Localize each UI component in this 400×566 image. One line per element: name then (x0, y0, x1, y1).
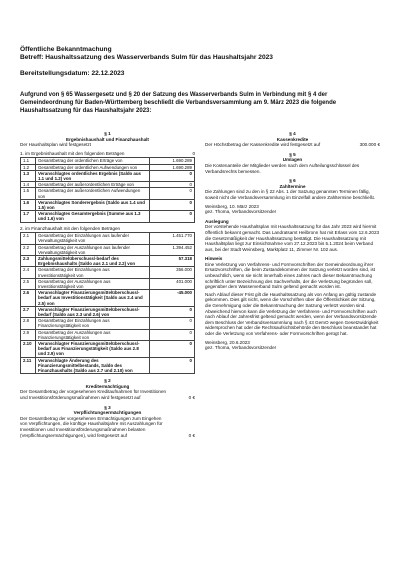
table-row (21, 188, 195, 199)
section-3-title: Verpflichtungsermächtigungen (73, 410, 142, 416)
section-1-heading (20, 131, 195, 142)
row-value: -45.000 (150, 290, 195, 307)
row-number: 2.1 (21, 233, 36, 244)
row-value: 356.000 (150, 267, 195, 278)
table-row (21, 318, 195, 329)
row-label: Gesamtbetrag der Einzahlungen aus laufender Verwaltungstätigkeit von (36, 233, 150, 244)
table-row (21, 341, 195, 358)
section-2-value: 0 € (188, 395, 195, 401)
row-label: Veranschlagter Finanzierungsmittelüberschuss/-bedarf aus Finanzierungstätigkeit (Saldo aus 2.8 und 2.9) von (36, 341, 150, 358)
section-2-title: Kreditermächtigung (85, 383, 130, 389)
table-row (21, 170, 195, 181)
section-3-body (20, 416, 195, 438)
row-value: 57.318 (150, 256, 195, 267)
table-row (21, 233, 195, 244)
section-6-title: Zahltermine (279, 183, 306, 189)
table-row (21, 290, 195, 307)
section-4-body (205, 142, 380, 148)
hint-text-1: Eine Verletzung von Verfahrens- und Formvorschriften der Gemeindeordnung ihrer Ersatzvorschriften, die beim Zustandekommen der Satzung verletzt worden sind, ist unbeachtlich, wenn sie nicht innerhalb eines Jahres nach dieser Bekanntmachung schriftlich unter Bezeichnung des Sachverhalts, der die Verletzung begründen soll, gegenüber dem Wasserverband Sulm geltend gemacht worden ist. (205, 261, 376, 290)
row-value: 0 (150, 211, 195, 222)
row-label: Zahlungsmittelüberschuss/-bedarf des Ergebnishaushalts (Saldo aus 2.1 und 2.2) von (36, 256, 150, 267)
row-value: 1.690.289 (150, 158, 195, 164)
section-4-heading (205, 131, 380, 142)
row-value: 0 (150, 341, 195, 358)
row-number: 1.4 (21, 182, 36, 188)
section-4-value: 300.000 € (359, 142, 380, 148)
row-number: 2.2 (21, 244, 36, 255)
results-budget-intro (20, 151, 195, 157)
row-label: Gesamtbetrag der Auszahlungen aus laufender Verwaltungstätigkeit von (36, 244, 150, 255)
section-2-heading (20, 378, 195, 389)
row-number: 1.6 (21, 199, 36, 210)
table-row (21, 278, 195, 289)
section-3-heading (20, 405, 195, 416)
row-label: Gesamtbetrag der Auszahlungen aus Finanzierungstätigkeit von (36, 329, 150, 340)
row-value: 0 (150, 306, 195, 317)
section-4-number: § 4 (289, 131, 296, 136)
signature-1-place: Weinsberg, 10. März 2023 (205, 203, 259, 209)
table-row (21, 267, 195, 278)
results-budget-label: 1. im Ergebnishaushalt mit den folgenden Beträgen (20, 150, 125, 156)
section-6-heading (205, 178, 380, 189)
row-number: 1.3 (21, 170, 36, 181)
section-2-body (20, 389, 195, 400)
signature-2-place: Weinsberg, 20.6.2023 (205, 339, 250, 345)
results-budget-table (20, 157, 195, 222)
left-column (20, 131, 195, 438)
table-row (21, 357, 195, 374)
section-1-title: Ergebnishaushalt und Finanzhaushalt (66, 136, 149, 142)
section-2-text: Der Gesamtbetrag der vorgesehenen Kreditaufnahmen für Investitionen und Investitionsförderungsmaßnahmen wird festgesetzt auf (20, 389, 167, 401)
row-number: 1.1 (21, 158, 36, 164)
section-3-value: 0 € (188, 432, 195, 438)
row-value: 0 (150, 188, 195, 199)
publication-date: Bereitstellungsdatum: 22.12.2023 (20, 70, 125, 77)
row-number: 2.6 (21, 290, 36, 307)
section-5-text: Die Kostenanteile der Mitglieder werden nach dem Aufteilungsschlüssel des Verbandsrechts bemessen. (205, 162, 360, 174)
section-2-number: § 2 (104, 378, 111, 384)
row-label: Gesamtbetrag der außerordentlichen Erträge von (36, 182, 150, 188)
table-row (21, 244, 195, 255)
results-budget-value: 0 (192, 150, 195, 156)
hint-text-2: Nach Ablauf dieser Frist gilt die Haushaltssatzung als von Anfang an gültig zustande gekommen. Dies gilt nicht, wenn die Vorschriften über die Öffentlichkeit der Sitzung, die Genehmigung oder die Bekanntmachung der Satzung verletzt worden sind. Abweichend hiervon kann die Verletzung der Verfahrens- und Formvorschriften auch nach Ablauf der Jahresfrist geltend gemacht werden, wenn der Verbandsvorsitzende dem Beschluss der Verbandsversammlung nach § 43 GemO wegen Gesetzwidrigkeit widersprochen hat oder die Rechtsaufsichtsbehörde den Beschluss beanstandet hat oder die Verletzung von Verfahrens- oder Formvorschriften gerügt hat. (205, 291, 379, 336)
section-1-line: Der Haushaltsplan wird festgesetzt (20, 142, 91, 148)
notice-heading: Auslegung (205, 218, 229, 224)
row-number: 2.11 (21, 357, 36, 374)
row-number: 2.9 (21, 329, 36, 340)
section-1-number: § 1 (104, 131, 111, 136)
row-number: 2.7 (21, 306, 36, 317)
row-value: 0 (150, 199, 195, 210)
finance-budget-table (20, 232, 195, 374)
row-value: 0 (150, 357, 195, 374)
row-number: 1.5 (21, 188, 36, 199)
table-row (21, 211, 195, 222)
section-3-text: Der Gesamtbetrag der vorgesehenen Ermächtigungen zum Eingehen von Verpflichtungen, die künftige Haushaltsjahre mit Auszahlungen für Investitionen und Investitionsförderungsmaßnahmen belasten (Verpflichtungsermächtigungen), wird festgesetzt auf (20, 415, 163, 438)
row-number: 1.2 (21, 164, 36, 170)
row-value: 1.690.289 (150, 164, 195, 170)
intro-paragraph: Aufgrund von § 65 Wassergesetz und § 20 der Satzung des Wasserverbands Sulm in Verbindung mit § 4 der Gemeindeordnung für Baden-Württemberg beschließt die Verbandsversammlung am 9. März 2023 die folgende Haushaltssatzung für das Haushaltsjahr 2023: (20, 92, 337, 114)
signature-1-name: gez. Thoma, Verbandsvorsitzender (205, 209, 277, 215)
section-3-number: § 3 (104, 404, 111, 410)
row-value: 0 (150, 170, 195, 181)
section-5-heading (205, 152, 380, 163)
section-6-text: Die Zahlungen sind zu den in § 22 Abs. 1 der Satzung genannten Terminen fällig, soweit nicht die Verbandsversammlung im Einzelfall andere Zahltermine beschließt. (205, 189, 376, 200)
row-label: Gesamtbetrag der Einzahlungen aus Investitionstätigkeit von (36, 267, 150, 278)
row-number: 2.8 (21, 318, 36, 329)
signature-2-name: gez. Thoma, Verbandsvorsitzender (205, 345, 277, 351)
row-label: Veranschlagter Finanzierungsmittelüberschuss/-bedarf aus Investitionstätigkeit (Saldo aus 2.4 und 2.5) von (36, 290, 150, 307)
row-value: 0 (150, 182, 195, 188)
right-column (205, 131, 380, 351)
row-label: Veranschlagter Finanzierungsmittelüberschuss/-bedarf (Saldo aus 2.3 und 2.6) von (36, 306, 150, 317)
row-number: 1.7 (21, 211, 36, 222)
table-row (21, 329, 195, 340)
notice-title: Öffentliche Bekanntmachung (20, 46, 112, 53)
table-row (21, 199, 195, 210)
row-label: Veranschlagtes ordentliches Ergebnis (Saldo aus 1.1 und 1.2) von (36, 170, 150, 181)
row-label: Gesamtbetrag der außerordentlichen Aufwendungen von (36, 188, 150, 199)
table-row (21, 256, 195, 267)
notice-text: Der vorstehende Haushaltsplan mit Haushaltssatzung für das Jahr 2023 wird hiermit öffentlich bekannt gemacht. Das Landratsamt Heilbronn hat mit Erlass vom 12.6.2023 die Gesetzmäßigkeit der Haushaltssatzung bestätigt. Die Haushaltssatzung mit Haushaltsplan liegt zur Einsichtnahme vom 27.12.2023 bis 5.1.2024 beim Verband aus, bei der Stadt Weinsberg, Marktplatz 11, Zimmer Nr. 102 aus. (205, 224, 380, 252)
row-value: 0 (150, 329, 195, 340)
row-label: Veranschlagtes Sonderergebnis (Saldo aus 1.4 und 1.5) von (36, 199, 150, 210)
hint-heading: Hinweis (205, 256, 223, 262)
section-5-title: Umlagen (282, 157, 303, 163)
row-label: Gesamtbetrag der Auszahlungen aus Investitionstätigkeit von (36, 278, 150, 289)
row-number: 2.4 (21, 267, 36, 278)
row-number: 2.10 (21, 341, 36, 358)
section-6-number: § 6 (289, 178, 296, 184)
row-value: 0 (150, 318, 195, 329)
row-label: Veranschlagte Änderung des Finanzierungsmittelbestands, Saldo des Finanzhaushalts (Saldo aus 2.7 und 2.10) von (36, 357, 150, 374)
row-label: Veranschlagtes Gesamtergebnis (Summe aus 1.3 und 1.6) von (36, 211, 150, 222)
row-value: 1.451.770 (150, 233, 195, 244)
row-number: 2.3 (21, 256, 36, 267)
table-row (21, 306, 195, 317)
row-label: Gesamtbetrag der Einzahlungen aus Finanzierungstätigkeit von (36, 318, 150, 329)
row-value: 1.394.452 (150, 244, 195, 255)
section-5-number: § 5 (289, 151, 296, 157)
row-label: Gesamtbetrag der ordentlichen Erträge von (36, 158, 150, 164)
finance-budget-intro: 2. im Finanzhaushalt mit den folgenden Beträgen (20, 225, 121, 231)
notice-subject: Betreff: Haushaltssatzung des Wasserverbands Sulm für das Haushaltsjahr 2023 (20, 54, 273, 61)
row-number: 2.5 (21, 278, 36, 289)
section-4-text: Der Höchstbetrag der Kassenkredite wird festgesetzt auf (205, 142, 321, 148)
row-value: 401.000 (150, 278, 195, 289)
section-4-title: Kassenkredite (276, 136, 309, 142)
row-label: Gesamtbetrag der ordentlichen Aufwendungen von (36, 164, 150, 170)
